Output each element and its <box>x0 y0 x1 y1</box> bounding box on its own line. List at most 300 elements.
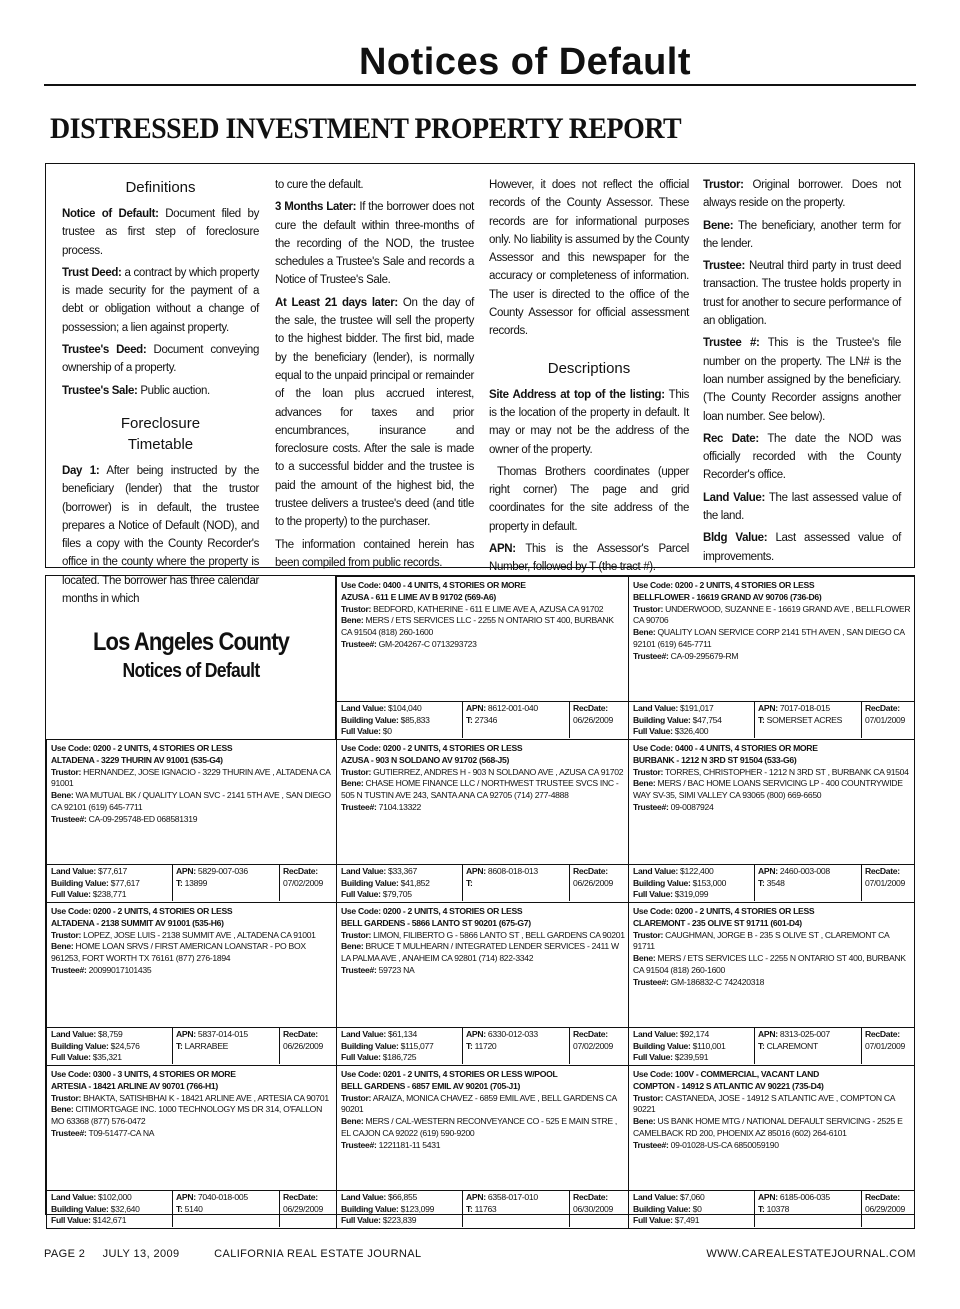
trustor-label: Trustor: <box>633 766 664 777</box>
listing-details <box>51 1069 333 1140</box>
tract-value: 27346 <box>474 714 498 725</box>
building-value-line <box>341 1041 456 1053</box>
full-value-line <box>51 1215 166 1227</box>
apn-line <box>176 1029 276 1041</box>
timetable-3-months <box>275 198 474 289</box>
bene-value: HOME LOAN SRVS / FIRST AMERICAN LOANSTAR - PO BOX 961253, FORT WORTH TX 76161 (877) 276-1894 <box>51 941 306 964</box>
description-thomas: Thomas Brothers coordinates (upper right corner) The page and grid coordinates for the site address of the property in default. <box>489 465 689 533</box>
listing-card <box>46 739 337 903</box>
site-address: AZUSA - 611 E LIME AV B 91702 (569-A6) <box>341 591 496 602</box>
trustor-label: Trustor: <box>341 929 372 940</box>
descriptions-heading: Descriptions <box>547 359 631 377</box>
use-code: Use Code: 100V - COMMERCIAL, VACANT LAND <box>633 1069 819 1079</box>
definition-text: Last assessed value of improvements. <box>703 532 901 563</box>
trustee-no-label: Trustee#: <box>633 650 669 661</box>
listing-card <box>628 739 915 903</box>
tract-line <box>466 878 566 890</box>
building-value: $32,640 <box>110 1203 140 1214</box>
term: Trust Deed: <box>62 266 122 279</box>
tract-line <box>176 878 276 890</box>
land-value-label: Land Value: <box>51 1029 96 1039</box>
site-address: BELL GARDENS - 6857 EMIL AV 90201 (705-J1) <box>341 1080 521 1091</box>
building-value: $115,077 <box>400 1040 434 1051</box>
apn-line <box>466 1029 566 1041</box>
apn-label: APN: <box>466 866 486 876</box>
bene-label: Bene: <box>633 627 656 638</box>
building-value-line <box>633 878 748 890</box>
definition-text: On the day of the sale, the trustee will sell the property to the highest bidder. The first bid, made by the beneficiary (lender), is normally equal to the unpaid principal or remainder of the loan plus accrued interest, advances for taxes and prior encumbrances, insurance and foreclosure costs. After the sale is made to a successful bidder and the trustee is paid the amount of the highest bid, the trustee delivers a trustee's deed (and title to the property) to the purchaser. <box>275 296 474 529</box>
apn-column <box>462 1028 566 1064</box>
full-value: $186,725 <box>382 1052 417 1062</box>
apn-value: 5829-007-036 <box>197 866 248 876</box>
tract-line <box>176 1041 276 1053</box>
bene-line <box>341 941 625 965</box>
building-value-line <box>341 715 456 727</box>
description-recdate <box>703 430 901 485</box>
term: Trustee's Deed: <box>62 344 147 357</box>
tract-label: T: <box>466 714 473 725</box>
full-value: $319,099 <box>674 889 709 899</box>
definition-text: The last assessed value of the land. <box>703 491 901 523</box>
bene-value: QUALITY LOAN SERVICE CORP 2141 5TH AVEN , SAN DIEGO CA 92101 (619) 645-7711 <box>633 627 905 649</box>
full-value-line <box>633 1052 748 1064</box>
trustor-line <box>633 604 911 628</box>
trustee-line <box>633 802 911 814</box>
trustee-no-value: 59723 NA <box>378 964 415 975</box>
bene-line <box>51 941 333 965</box>
values-column <box>341 1192 456 1227</box>
building-value-line <box>633 715 748 727</box>
trustor-line <box>633 930 911 954</box>
listing-card <box>336 576 629 740</box>
building-value-label: Building Value: <box>341 714 399 725</box>
listing-values <box>47 864 336 902</box>
bene-value: MERS / ETS SERVICES LLC - 2255 N ONTARIO ST 400, BURBANK CA 91504 (818) 260-1600 <box>633 953 906 975</box>
trustor-line <box>633 767 911 779</box>
description-apn <box>489 540 689 577</box>
trustor-line <box>51 1093 333 1105</box>
apn-label: APN: <box>466 703 486 713</box>
apn-line <box>758 703 858 715</box>
tract-label: T: <box>466 1203 473 1214</box>
listing-card <box>628 1065 915 1229</box>
footer-url: WWW.CAREALESTATEJOURNAL.COM <box>706 1248 916 1260</box>
apn-column <box>462 1191 566 1227</box>
trustee-no-value: CA-09-295748-ED 068581319 <box>88 813 198 824</box>
trustee-no-label: Trustee#: <box>633 801 669 812</box>
listing-details <box>633 1069 911 1152</box>
land-value-line <box>341 1192 456 1204</box>
land-value: $7,060 <box>680 1192 705 1202</box>
apn-column <box>754 1028 858 1064</box>
term: 3 Months Later: <box>275 201 357 214</box>
building-value-label: Building Value: <box>633 1040 691 1051</box>
term: Trustee's Sale: <box>62 384 138 397</box>
land-value-line <box>633 1029 748 1041</box>
bene-label: Bene: <box>633 953 656 964</box>
building-value: $24,576 <box>110 1040 140 1051</box>
apn-label: APN: <box>176 866 196 876</box>
apn-column <box>172 865 276 901</box>
use-code: Use Code: 0200 - 2 UNITS, 4 STORIES OR LESS <box>341 906 523 916</box>
trustor-label: Trustor: <box>51 1092 82 1103</box>
listing-details <box>633 906 911 989</box>
recdate-column <box>569 702 628 738</box>
recdate-label: RecDate: <box>573 866 608 876</box>
land-value-line <box>341 1029 456 1041</box>
recdate-label: RecDate: <box>573 1029 608 1039</box>
county-name: Los Angeles County <box>92 628 290 656</box>
full-value: $7,491 <box>674 1215 700 1225</box>
bene-value: MERS / ETS SERVICES LLC - 2255 N ONTARIO ST 400, BURBANK CA 91504 (818) 260-1600 <box>341 615 614 638</box>
building-value-line <box>51 878 166 890</box>
apn-label: APN: <box>466 1192 486 1202</box>
apn-value: 6330-012-033 <box>487 1029 538 1039</box>
trustor-line <box>341 1093 625 1117</box>
trustee-line <box>633 977 911 989</box>
bene-line <box>51 1104 333 1128</box>
apn-line <box>758 1192 858 1204</box>
apn-label: APN: <box>176 1029 196 1039</box>
tract-label: T: <box>758 714 765 725</box>
trustee-no-label: Trustee#: <box>341 638 377 649</box>
term: Bldg Value: <box>703 532 768 545</box>
tract-value: 13899 <box>184 877 208 888</box>
trustor-value: LOPEZ, JOSE LUIS - 2138 SUMMIT AVE , ALTADENA CA 91001 <box>83 929 316 940</box>
recdate-column <box>569 1191 628 1227</box>
tract-label: T: <box>758 1203 765 1214</box>
recdate-value: 07/02/2009 <box>283 877 324 888</box>
tract-label: T: <box>758 1040 765 1051</box>
recdate-column <box>569 865 628 901</box>
term: Rec Date: <box>703 432 759 445</box>
values-column <box>51 866 166 901</box>
land-value-label: Land Value: <box>633 866 678 876</box>
building-value: $153,000 <box>692 877 727 888</box>
trustee-line <box>51 965 333 977</box>
apn-value: 6185-006-035 <box>779 1192 830 1202</box>
full-value-line <box>341 1052 456 1064</box>
listing-values <box>337 701 628 739</box>
site-address: BELLFLOWER - 16619 GRAND AV 90706 (736-D6) <box>633 591 822 602</box>
apn-column <box>172 1191 276 1227</box>
full-value-line <box>633 1215 748 1227</box>
trustee-no-label: Trustee#: <box>633 976 669 987</box>
apn-column <box>754 865 858 901</box>
recdate-column <box>569 1028 628 1064</box>
bene-label: Bene: <box>341 1116 364 1127</box>
recdate-label: RecDate: <box>865 703 900 713</box>
full-value: $35,321 <box>92 1052 122 1062</box>
apn-line <box>466 703 566 715</box>
recdate-value: 07/01/2009 <box>865 714 906 725</box>
recdate-label: RecDate: <box>865 1192 900 1202</box>
definition-nod <box>62 205 259 260</box>
site-address: COMPTON - 14912 S ATLANTIC AV 90221 (735-D4) <box>633 1080 824 1091</box>
building-value: $0 <box>692 1203 702 1214</box>
tract-value: 11763 <box>474 1203 497 1214</box>
listing-values <box>629 1190 914 1228</box>
definitions-heading: Definitions <box>125 179 196 196</box>
definition-text: The date the NOD was officially recorded with the County Recorder's office. <box>703 432 901 482</box>
trustee-no-value: T09-51477-CA NA <box>88 1127 155 1138</box>
recdate-value: 07/02/2009 <box>573 1040 614 1051</box>
trustor-label: Trustor: <box>633 1092 664 1103</box>
site-address: AZUSA - 903 N SOLDANO AV 91702 (568-J5) <box>341 754 510 765</box>
bene-label: Bene: <box>51 790 74 801</box>
recdate-value: 06/29/2009 <box>283 1203 324 1214</box>
land-value: $104,040 <box>388 703 422 713</box>
apn-value: 6358-017-010 <box>487 1192 538 1202</box>
full-value-label: Full Value: <box>341 726 381 736</box>
apn-column <box>754 1191 858 1227</box>
trustor-label: Trustor: <box>51 929 82 940</box>
recdate-value: 06/26/2009 <box>283 1040 324 1051</box>
tract-label: T: <box>466 1040 473 1051</box>
bene-line <box>633 778 911 802</box>
listing-values <box>47 1190 336 1228</box>
listing-values <box>337 1190 628 1228</box>
trustee-line <box>341 639 625 651</box>
bene-line <box>341 1116 625 1140</box>
apn-value: 2460-003-008 <box>779 866 830 876</box>
building-value: $77,617 <box>110 877 140 888</box>
building-value-line <box>51 1041 166 1053</box>
use-code: Use Code: 0200 - 2 UNITS, 4 STORIES OR LESS <box>51 906 233 916</box>
bene-value: MERS / BAC HOME LOANS SERVICING LP - 400 COUNTRYWIDE WAY SV-35, SIMI VALLEY CA 93065 (800) 669-6650 <box>633 778 903 801</box>
full-value-line <box>633 889 748 901</box>
building-value-label: Building Value: <box>51 1040 109 1051</box>
site-address: ARTESIA - 18421 ARLINE AV 90701 (766-H1) <box>51 1080 218 1091</box>
county-header <box>46 576 336 739</box>
building-value-label: Building Value: <box>633 877 691 888</box>
building-value: $110,001 <box>692 1040 726 1051</box>
apn-label: APN: <box>466 1029 486 1039</box>
term: Site Address at top of the listing: <box>489 388 665 401</box>
tract-label: T: <box>176 1203 183 1214</box>
trustee-no-value: CA-09-295679-RM <box>670 650 739 661</box>
trustor-value: ARAIZA, MONICA CHAVEZ - 6859 EMIL AVE , BELL GARDENS CA 90201 <box>341 1092 617 1115</box>
tract-value: CLAREMONT <box>766 1040 818 1051</box>
building-value-label: Building Value: <box>51 1203 109 1214</box>
building-value-label: Building Value: <box>51 877 109 888</box>
building-value-line <box>341 878 456 890</box>
values-column <box>341 1029 456 1064</box>
listing-card <box>46 1065 337 1229</box>
use-code: Use Code: 0201 - 2 UNITS, 4 STORIES OR LESS W/POOL <box>341 1069 558 1079</box>
use-code: Use Code: 0200 - 2 UNITS, 4 STORIES OR LESS <box>633 906 815 916</box>
building-value: $47,754 <box>692 714 722 725</box>
description-site <box>489 386 689 459</box>
recdate-value: 06/26/2009 <box>573 714 614 725</box>
land-value: $92,174 <box>680 1029 709 1039</box>
apn-column <box>172 1028 276 1064</box>
listing-values <box>629 864 914 902</box>
trustor-line <box>633 1093 911 1117</box>
bene-label: Bene: <box>341 615 364 626</box>
tract-value: SOMERSET ACRES <box>766 714 843 725</box>
site-address: BELL GARDENS - 5866 LANTO ST 90201 (675-G7) <box>341 917 531 928</box>
values-column <box>633 703 748 738</box>
recdate-value: 06/26/2009 <box>573 877 614 888</box>
bene-line <box>633 1116 911 1140</box>
bene-line <box>341 615 625 639</box>
timetable-heading-1: Foreclosure <box>120 414 201 432</box>
recdate-column <box>861 702 920 738</box>
recdate-value: 07/01/2009 <box>865 1040 906 1051</box>
trustor-value: GUTIERREZ, ANDRES H - 903 N SOLDANO AVE , AZUSA CA 91702 <box>373 766 624 777</box>
tract-line <box>466 715 566 727</box>
apn-value: 8612-001-040 <box>487 703 538 713</box>
values-column <box>51 1192 166 1227</box>
tract-value: 3548 <box>766 877 785 888</box>
listing-card <box>336 1065 629 1229</box>
listing-details <box>633 743 911 814</box>
recdate-label: RecDate: <box>573 1192 608 1202</box>
trustee-no-label: Trustee#: <box>51 964 87 975</box>
land-value-line <box>51 1029 166 1041</box>
full-value-label: Full Value: <box>51 1052 91 1062</box>
apn-line <box>176 866 276 878</box>
apn-label: APN: <box>758 866 778 876</box>
description-trustee <box>703 257 901 330</box>
building-value-label: Building Value: <box>633 714 691 725</box>
full-value: $223,839 <box>382 1215 417 1225</box>
trustor-label: Trustor: <box>633 603 664 614</box>
definition-trustees-deed <box>62 341 259 378</box>
recdate-value: 06/29/2009 <box>865 1203 906 1214</box>
building-value: $123,099 <box>400 1203 435 1214</box>
land-value-label: Land Value: <box>633 703 678 713</box>
trustor-value: CAUGHMAN, JORGE B - 235 S OLIVE ST , CLAREMONT CA 91711 <box>633 929 889 952</box>
site-address: ALTADENA - 3229 THURIN AV 91001 (535-G4) <box>51 754 223 765</box>
full-value: $79,705 <box>382 889 412 899</box>
trustor-value: TORRES, CHRISTOPHER - 1212 N 3RD ST , BURBANK CA 91504 <box>665 766 909 777</box>
land-value-label: Land Value: <box>341 1029 386 1039</box>
tract-label: T: <box>758 877 765 888</box>
description-bene <box>703 217 901 254</box>
definition-text: Neutral third party in trust deed transaction. The trustee holds property in trust for another to secure performance of an obligation. <box>703 260 901 328</box>
tract-line <box>176 1204 276 1216</box>
listing-card <box>628 902 915 1066</box>
bene-value: CITIMORTGAGE INC. 1000 TECHNOLOGY MS DR 314, O'FALLON MO 63368 (877) 576-0472 <box>51 1104 322 1127</box>
land-value-line <box>341 703 456 715</box>
listing-details <box>51 743 333 826</box>
apn-line <box>466 1192 566 1204</box>
masthead <box>44 40 916 86</box>
term: Trustee: <box>703 260 745 273</box>
timetable-day1-cont: to cure the default. <box>275 179 364 191</box>
apn-label: APN: <box>758 703 778 713</box>
trustor-value: UNDERWOOD, SUZANNE E - 16619 GRAND AVE , BELLFLOWER CA 90706 <box>633 603 911 626</box>
listing-values <box>47 1027 336 1065</box>
trustor-line <box>341 604 625 616</box>
listing-values <box>629 701 914 739</box>
listing-details <box>341 580 625 651</box>
bene-line <box>633 953 911 977</box>
land-value: $33,367 <box>388 866 417 876</box>
trustee-no-value: 09-01028-US-CA 6850059190 <box>670 1139 779 1150</box>
term: APN: <box>489 543 516 556</box>
bene-label: Bene: <box>633 778 656 789</box>
land-value-line <box>633 1192 748 1204</box>
definitions-column-3 <box>489 176 689 581</box>
report-title: DISTRESSED INVESTMENT PROPERTY REPORT <box>50 112 682 145</box>
tract-label: T: <box>176 877 183 888</box>
trustor-label: Trustor: <box>633 929 664 940</box>
land-value-line <box>51 866 166 878</box>
full-value-label: Full Value: <box>633 1215 673 1225</box>
full-value-line <box>341 726 456 738</box>
values-column <box>51 1029 166 1064</box>
bene-value: MERS / CAL-WESTERN RECONVEYANCE CO - 525 E MAIN STRE , EL CAJON CA 92022 (619) 590-9200 <box>341 1116 618 1138</box>
full-value: $326,400 <box>674 726 709 736</box>
values-column <box>633 1029 748 1064</box>
definition-text: This is the location of the property in default. It may or may not be the address of the owner of the property. <box>489 388 689 456</box>
bene-label: Bene: <box>633 1116 656 1127</box>
land-value-line <box>633 866 748 878</box>
full-value: $238,771 <box>92 889 127 899</box>
listing-details <box>341 743 625 814</box>
values-column <box>341 703 456 738</box>
tract-label: T: <box>466 877 473 888</box>
trustee-line <box>51 814 333 826</box>
footer-left: PAGE 2 JULY 13, 2009 CALIFORNIA REAL ESTATE JOURNAL <box>44 1248 422 1260</box>
building-value: $85,833 <box>400 714 430 725</box>
recdate-label: RecDate: <box>865 1029 900 1039</box>
recdate-label: RecDate: <box>865 866 900 876</box>
full-value-label: Full Value: <box>633 726 673 736</box>
term: Trustor: <box>703 179 744 191</box>
apn-column <box>462 702 566 738</box>
full-value-label: Full Value: <box>341 889 381 899</box>
trustee-no-value: 20099017101435 <box>88 964 152 975</box>
apn-label: APN: <box>176 1192 196 1202</box>
listings-grid <box>45 575 915 1225</box>
trustee-no-label: Trustee#: <box>341 1139 377 1150</box>
full-value-label: Full Value: <box>341 1052 381 1062</box>
recdate-label: RecDate: <box>283 866 318 876</box>
trustee-line <box>341 965 625 977</box>
term: Day 1: <box>62 464 100 477</box>
definitions-column-4 <box>703 176 901 570</box>
full-value: $0 <box>382 726 392 736</box>
recdate-column <box>279 865 338 901</box>
listing-card <box>628 576 915 740</box>
land-value-label: Land Value: <box>341 1192 386 1202</box>
apn-value: 7017-018-015 <box>779 703 830 713</box>
description-bldg-value <box>703 529 901 566</box>
term: At Least 21 days later: <box>275 296 398 309</box>
term: Bene: <box>703 219 734 232</box>
definition-text: The beneficiary, another term for the lender. <box>703 219 901 250</box>
apn-value: 8313-025-007 <box>779 1029 830 1039</box>
trustor-label: Trustor: <box>341 766 372 777</box>
trustee-no-value: 1221181-11 5431 <box>378 1139 441 1150</box>
trustee-no-value: GM-186832-C 742420318 <box>670 976 765 987</box>
building-value: $41,852 <box>400 877 430 888</box>
trustee-no-label: Trustee#: <box>341 964 377 975</box>
use-code: Use Code: 0300 - 3 UNITS, 4 STORIES OR MORE <box>51 1069 236 1079</box>
timetable-heading-2: Timetable <box>127 435 194 453</box>
land-value: $102,000 <box>98 1192 132 1202</box>
trustor-label: Trustor: <box>51 766 82 777</box>
trustee-no-label: Trustee#: <box>51 1127 87 1138</box>
trustee-line <box>633 651 911 663</box>
recdate-value: 06/30/2009 <box>573 1203 614 1214</box>
recdate-column <box>861 1028 920 1064</box>
full-value: $142,671 <box>92 1215 127 1225</box>
